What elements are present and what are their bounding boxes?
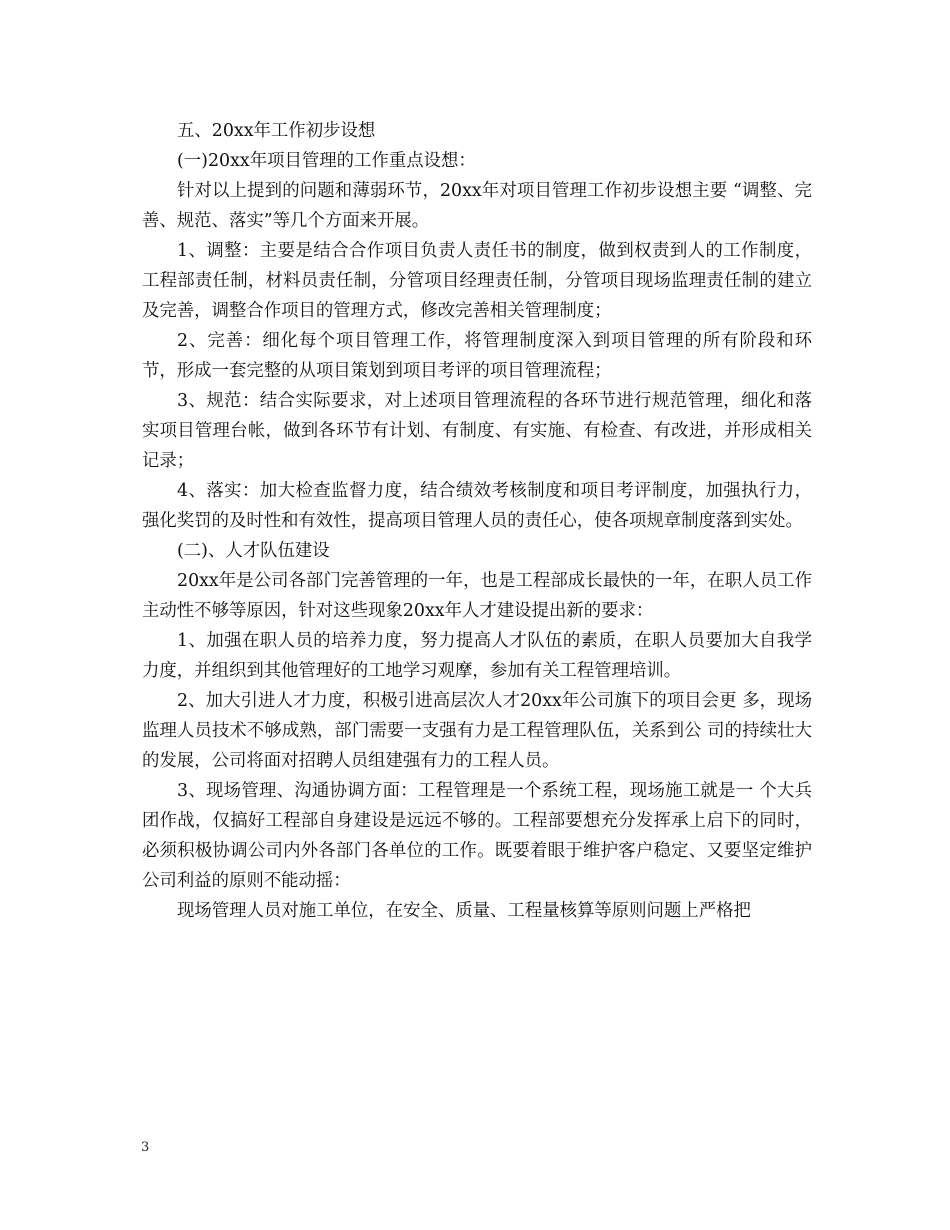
paragraph: 针对以上提到的问题和薄弱环节，20xx年对项目管理工作初步设想主要 “调整、完善、规范、落实”等几个方面来开展。 — [142, 181, 812, 231]
paragraph: 现场管理人员对施工单位，在安全、质量、工程量核算等原则问题上严格把 — [177, 901, 751, 921]
section-heading: 五、20xx年工作初步设想 — [177, 121, 376, 141]
subsection-heading: (一)20xx年项目管理的工作重点设想： — [177, 151, 476, 171]
paragraph: 3、规范：结合实际要求，对上述项目管理流程的各环节进行规范管理，细化和落实项目管理台帐，做到各环节有计划、有制度、有实施、有检查、有改进，并形成相关记录； — [142, 391, 812, 471]
paragraph: 1、加强在职人员的培养力度，努力提高人才队伍的素质，在职人员要加大自我学力度，并组织到其他管理好的工地学习观摩，参加有关工程管理培训。 — [142, 631, 812, 681]
document-body — [142, 116, 812, 926]
paragraph: 2、完善：细化每个项目管理工作，将管理制度深入到项目管理的所有阶段和环节，形成一套完整的从项目策划到项目考评的项目管理流程； — [142, 331, 812, 381]
page-number: 3 — [141, 1140, 150, 1155]
paragraph: 20xx年是公司各部门完善管理的一年，也是工程部成长最快的一年，在职人员工作主动性不够等原因，针对这些现象20xx年人才建设提出新的要求： — [142, 571, 812, 621]
paragraph: 4、落实：加大检查监督力度，结合绩效考核制度和项目考评制度，加强执行力，强化奖罚的及时性和有效性，提高项目管理人员的责任心，使各项规章制度落到实处。 — [142, 481, 812, 531]
subsection-heading: (二)、人才队伍建设 — [177, 541, 330, 561]
paragraph: 1、调整：主要是结合合作项目负责人责任书的制度，做到权责到人的工作制度，工程部责任制，材料员责任制，分管项目经理责任制，分管项目现场监理责任制的建立及完善，调整合作项目的管理方式，修改完善相关管理制度； — [142, 241, 812, 321]
paragraph: 2、加大引进人才力度，积极引进高层次人才20xx年公司旗下的项目会更 多，现场监理人员技术不够成熟，部门需要一支强有力是工程管理队伍，关系到公 司的持续壮大的发展，公司将面对招聘人员组建强有力的工程人员。 — [142, 691, 812, 771]
paragraph: 3、现场管理、沟通协调方面：工程管理是一个系统工程，现场施工就是一 个大兵团作战，仅搞好工程部自身建设是远远不够的。工程部要想充分发挥承上启下的同时，必须积极协调公司内外各部门各单位的工作。既要着眼于维护客户稳定、又要坚定维护公司利益的原则不能动摇： — [142, 781, 812, 891]
